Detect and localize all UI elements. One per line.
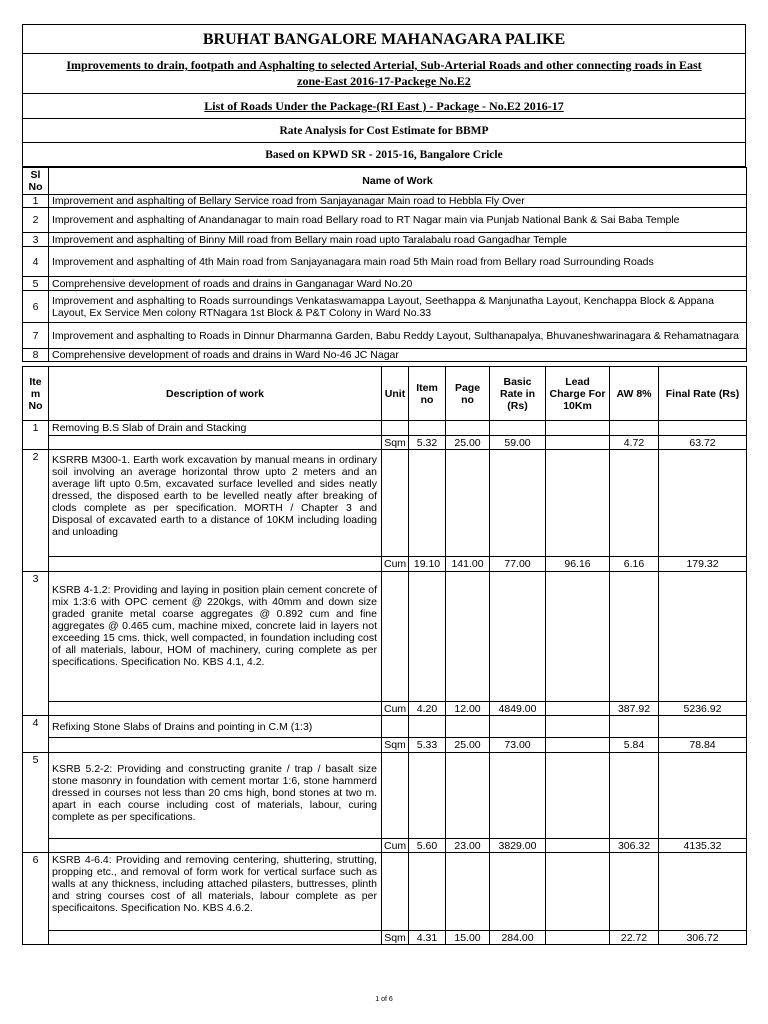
rate-analysis-table [22, 366, 747, 945]
road-row [23, 291, 747, 323]
item-rate-row [23, 436, 747, 450]
item-basic-rate: 77.00 [490, 557, 546, 572]
based-on-title: Based on KPWD SR - 2015-16, Bangalore Cricle [22, 143, 746, 167]
item-aw: 6.16 [610, 557, 659, 572]
item-page-no: 25.00 [446, 436, 490, 450]
road-row [23, 323, 747, 349]
item-desc-row [23, 716, 747, 738]
item-description: KSRB 4-6.4: Providing and removing centering, shuttering, strutting, propping etc., and removal of form work for vertical surface such as walls at any thickness, including attached pilasters, buttresses, plinth and string courses cost of all materials, labour complete as per specificaitons. Specification No. KBS 4.6.2. [49, 853, 382, 931]
item-basic-rate: 3829.00 [490, 839, 546, 853]
item-basic-rate: 284.00 [490, 931, 546, 945]
item-final-rate: 4135.32 [659, 839, 747, 853]
item-basic-rate: 73.00 [490, 738, 546, 753]
road-sl: 5 [23, 277, 49, 291]
item-rate-row [23, 557, 747, 572]
item-aw: 4.72 [610, 436, 659, 450]
item-lead-charge [546, 738, 610, 753]
item-final-rate: 63.72 [659, 436, 747, 450]
item-lead-charge: 96.16 [546, 557, 610, 572]
item-final-rate: 306.72 [659, 931, 747, 945]
item-aw: 387.92 [610, 702, 659, 716]
road-row [23, 277, 747, 291]
col-description: Description of work [49, 367, 382, 421]
rate-analysis-title: Rate Analysis for Cost Estimate for BBMP [22, 119, 746, 143]
item-desc-row [23, 853, 747, 931]
col-final-rate: Final Rate (Rs) [659, 367, 747, 421]
item-page-no: 12.00 [446, 702, 490, 716]
road-row [23, 195, 747, 208]
item-description: Refixing Stone Slabs of Drains and pointing in C.M (1:3) [49, 716, 382, 738]
item-desc-row [23, 450, 747, 557]
item-number: 5 [23, 753, 49, 853]
item-basic-rate: 59.00 [490, 436, 546, 450]
road-sl: 1 [23, 195, 49, 208]
document-page [22, 24, 746, 945]
item-basic-rate: 4849.00 [490, 702, 546, 716]
item-item-no: 4.31 [409, 931, 446, 945]
item-page-no: 15.00 [446, 931, 490, 945]
item-unit: Sqm [382, 436, 409, 450]
road-name: Comprehensive development of roads and drains in Ward No-46 JC Nagar [49, 349, 747, 362]
item-number: 6 [23, 853, 49, 945]
item-final-rate: 5236.92 [659, 702, 747, 716]
item-description: KSRB 5.2-2: Providing and constructing granite / trap / basalt size stone masonry in foundation with cement mortar 1:6, stone hammerd dressed in courses not less than 20 cms high, bond stones at two m. apart in each course including cost of materials, labour, curing complete as per specifications. [49, 753, 382, 839]
org-title: BRUHAT BANGALORE MAHANAGARA PALIKE [22, 24, 746, 54]
project-title-line1: Improvements to drain, footpath and Asphalting to selected Arterial, Sub-Arterial Roads and other connecting roads in East [66, 58, 702, 72]
item-unit: Sqm [382, 931, 409, 945]
project-title [22, 54, 746, 94]
item-number: 4 [23, 716, 49, 753]
item-lead-charge [546, 436, 610, 450]
item-page-no: 23.00 [446, 839, 490, 853]
road-name: Improvement and asphalting of Anandanagar to main road Bellary road to RT Nagar main via Punjab National Bank & Sai Baba Temple [49, 208, 747, 233]
item-item-no: 5.33 [409, 738, 446, 753]
item-desc-row [23, 421, 747, 436]
road-sl: 7 [23, 323, 49, 349]
item-lead-charge [546, 702, 610, 716]
item-description: Removing B.S Slab of Drain and Stacking [49, 421, 382, 436]
project-title-line2: zone-East 2016-17-Packege No.E2 [297, 74, 471, 88]
item-unit: Cum [382, 702, 409, 716]
road-sl: 8 [23, 349, 49, 362]
item-aw: 22.72 [610, 931, 659, 945]
item-unit: Cum [382, 557, 409, 572]
item-number: 2 [23, 450, 49, 572]
road-sl: 4 [23, 247, 49, 277]
col-basic-rate: Basic Rate in (Rs) [490, 367, 546, 421]
item-final-rate: 78.84 [659, 738, 747, 753]
road-name: Improvement and asphalting of 4th Main road from Sanjayanagara main road 5th Main road from Bellary road Surrounding Roads [49, 247, 747, 277]
roads-table [22, 167, 747, 362]
item-rate-row [23, 738, 747, 753]
road-sl: 3 [23, 233, 49, 247]
item-aw: 306.32 [610, 839, 659, 853]
list-title: List of Roads Under the Package-(RI East ) - Package - No.E2 2016-17 [22, 94, 746, 119]
col-sl-no: Sl No [23, 168, 49, 195]
col-aw: AW 8% [610, 367, 659, 421]
item-lead-charge [546, 931, 610, 945]
roads-header-row [23, 168, 747, 195]
road-row [23, 208, 747, 233]
road-name: Comprehensive development of roads and drains in Ganganagar Ward No.20 [49, 277, 747, 291]
col-page: Page no [446, 367, 490, 421]
road-sl: 2 [23, 208, 49, 233]
item-desc-row [23, 753, 747, 839]
item-rate-row [23, 839, 747, 853]
road-row [23, 233, 747, 247]
road-name: Improvement and asphalting of Bellary Service road from Sanjayanagar Main road to Hebbla Fly Over [49, 195, 747, 208]
road-row [23, 349, 747, 362]
item-item-no: 5.32 [409, 436, 446, 450]
road-name: Improvement and asphalting of Binny Mill road from Bellary main road upto Taralabalu road Gangadhar Temple [49, 233, 747, 247]
page-number: 1 of 6 [375, 996, 393, 1003]
item-rate-row [23, 931, 747, 945]
item-item-no: 4.20 [409, 702, 446, 716]
item-description: KSRB 4-1.2: Providing and laying in position plain cement concrete of mix 1:3:6 with OPC cement @ 220kgs, with 40mm and down size graded granite metal coarse aggregates @ 0.892 cum and fine aggregates @ 0.465 cum, machine mixed, concrete laid in layers not exceeding 15 cms. thick, well compacted, in foundation including cost of all materials, labour, HOM of machinery, curing complete as per specifications. Specification No. KBS 4.1, 4.2. [49, 572, 382, 702]
item-rate-row [23, 702, 747, 716]
item-page-no: 141.00 [446, 557, 490, 572]
col-item-no: Ite m No [23, 367, 49, 421]
col-item: Item no [409, 367, 446, 421]
item-description: KSRRB M300-1. Earth work excavation by manual means in ordinary soil involving an average horizontal throw upto 2 meters and an average lift upto 0.5m, excavated surface levelled and sides neatly dressed, the disposed earth to be levelled neatly after breaking of clods complete as per specification. MORTH / Chapter 3 and Disposal of excavated earth to a distance of 10KM including loading and unloading [49, 450, 382, 557]
item-unit: Cum [382, 839, 409, 853]
item-lead-charge [546, 839, 610, 853]
road-name: Improvement and asphalting to Roads surroundings Venkataswamappa Layout, Seethappa & Manjunatha Layout, Kenchappa Block & Appana Layout, Ex Service Men colony RTNagara 1st Block & P&T Colony in Ward No.33 [49, 291, 747, 323]
col-name-of-work: Name of Work [49, 168, 747, 195]
item-item-no: 19.10 [409, 557, 446, 572]
item-page-no: 25.00 [446, 738, 490, 753]
item-aw: 5.84 [610, 738, 659, 753]
item-number: 1 [23, 421, 49, 450]
col-unit: Unit [382, 367, 409, 421]
item-unit: Sqm [382, 738, 409, 753]
road-name: Improvement and asphalting to Roads in Dinnur Dharmanna Garden, Babu Reddy Layout, Sulthanapalya, Bhuvaneshwarinagara & Rehamatnagara [49, 323, 747, 349]
col-lead-charge: Lead Charge For 10Km [546, 367, 610, 421]
item-final-rate: 179.32 [659, 557, 747, 572]
rate-header-row [23, 367, 747, 421]
item-desc-row [23, 572, 747, 702]
road-row [23, 247, 747, 277]
road-sl: 6 [23, 291, 49, 323]
item-number: 3 [23, 572, 49, 716]
item-item-no: 5.60 [409, 839, 446, 853]
